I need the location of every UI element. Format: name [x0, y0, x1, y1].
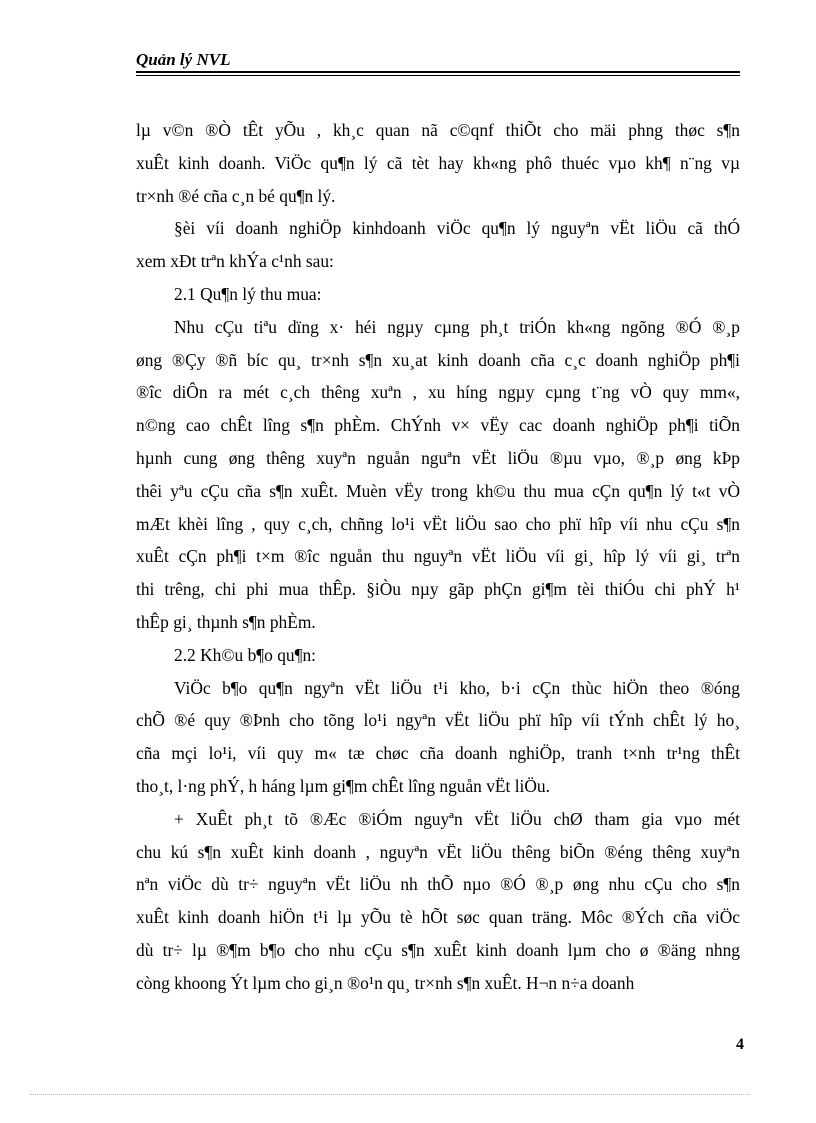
- paragraph-2: [136, 212, 740, 278]
- text-line: mÆt khèi lîng , quy c¸ch, chñng lo¹i vËt liÖu sao cho phï hîp víi nhu cÇu s¶n: [136, 513, 740, 534]
- paragraph-3: [136, 311, 740, 639]
- text-line: §èi víi doanh nghiÖp kinhdoanh viÖc qu¶n lý nguyªn vËt liÖu cã thÓ: [174, 218, 740, 239]
- section-heading-2-2: [136, 639, 740, 672]
- text-line: còng khoong Ýt lµm cho gi¸n ®o¹n qu¸ tr×nh s¶n xuÊt. H¬n n÷a doanh: [136, 972, 635, 993]
- text-line: thêi yªu cÇu cña s¶n xuÊt. Muèn vËy trong kh©u thu mua cÇn qu¶n lý t«t vÒ: [136, 480, 740, 501]
- section-heading-2-1: [136, 278, 740, 311]
- paragraph-1: [136, 114, 740, 212]
- text-line: ®îc diÔn ra mét c¸ch thêng xuªn , xu híng ngµy cµng t¨ng vÒ quy mm«,: [136, 382, 740, 403]
- header-rule-thick: [136, 71, 740, 73]
- text-line: hµnh cung øng thêng xuyªn nguån nguªn vËt liÖu ®µu vµo, ®¸p øng kÞp: [136, 447, 740, 468]
- text-line: thi trêng, chi phi mua thÊp. §iÒu nµy gãp phÇn gi¶m tèi thiÓu chi phÝ h¹: [136, 579, 740, 600]
- text-line: chu kú s¶n xuÊt kinh doanh , nguyªn vËt liÖu thêng biÕn ®éng thêng xuyªn: [136, 841, 740, 862]
- text-line: xem xÐt trªn khÝa c¹nh sau:: [136, 251, 334, 272]
- text-line: chÕ ®é quy ®Þnh cho tõng lo¹i ngyªn vËt liÖu phï hîp víi tÝnh chÊt lý ho¸: [136, 710, 740, 731]
- text-line: n©ng cao chÊt lîng s¶n phÈm. ChÝnh v× vËy cac doanh nghiÖp ph¶i tiÕn: [136, 415, 740, 436]
- header-rule-thin: [136, 75, 740, 76]
- text-line: lµ v©n ®Ò tÊt yÕu , kh¸c quan nã c©qnf thiÕt cho mäi phng thøc s¶n: [136, 120, 740, 140]
- paragraph-5: [136, 803, 740, 1000]
- text-line: nªn viÖc dù tr÷ nguyªn vËt liÖu nh thÕ nµo ®Ó ®¸p øng nhu cÇu cho s¶n: [136, 874, 740, 895]
- text-line: Nhu cÇu tiªu dïng x· héi ngµy cµng ph¸t triÓn kh«ng ngõng ®Ó ®¸p: [174, 316, 740, 337]
- text-line: xuÊt cÇn ph¶i t×m ®îc nguån thu nguyªn vËt liÖu víi gi¸ hîp lý víi gi¸ trªn: [136, 546, 740, 567]
- text-line: + XuÊt ph¸t tõ ®Æc ®iÓm nguyªn vËt liÖu chØ tham gia vµo mét: [174, 808, 740, 829]
- page-number: 4: [736, 1036, 744, 1053]
- text-line: tr×nh ®é cña c¸n bé qu¶n lý.: [136, 185, 336, 206]
- text-line: xuÊt kinh doanh hiÖn t¹i lµ yÕu tè hÕt søc quan träng. Môc ®Ých cña viÖc: [136, 907, 740, 928]
- heading-text: 2.1 Qu¶n lý thu mua:: [174, 283, 322, 304]
- header-title: Quản lý NVL: [136, 50, 231, 69]
- text-line: dù tr÷ lµ ®¶m b¶o cho nhu cÇu s¶n xuÊt kinh doanh lµm cho ø ®äng nhng: [136, 939, 740, 960]
- text-line: tho¸t, l·ng phÝ, h háng lµm gi¶m chÊt lîng nguån vËt liÖu.: [136, 775, 550, 796]
- text-line: thÊp gi¸ thµnh s¶n phÈm.: [136, 611, 316, 632]
- footer-divider: [30, 1094, 750, 1095]
- paragraph-4: [136, 672, 740, 803]
- document-body: [136, 114, 740, 1000]
- text-line: øng ®Çy ®ñ bíc qu¸ tr×nh s¶n xu¸at kinh doanh cña c¸c doanh nghiÖp ph¶i: [136, 349, 740, 370]
- heading-text: 2.2 Kh©u b¶o qu¶n:: [174, 644, 317, 665]
- text-line: xuÊt kinh doanh. ViÖc qu¶n lý cã tèt hay kh«ng phô thuéc vµo kh¶ n¨ng vµ: [136, 152, 740, 173]
- text-line: cña mçi lo¹i, víi quy m« tæ chøc cña doanh nghiÖp, tranh t×nh tr¹ng thÊt: [136, 743, 740, 764]
- text-line: ViÖc b¶o qu¶n ngyªn vËt liÖu t¹i kho, b·i cÇn thùc hiÖn theo ®óng: [174, 677, 740, 698]
